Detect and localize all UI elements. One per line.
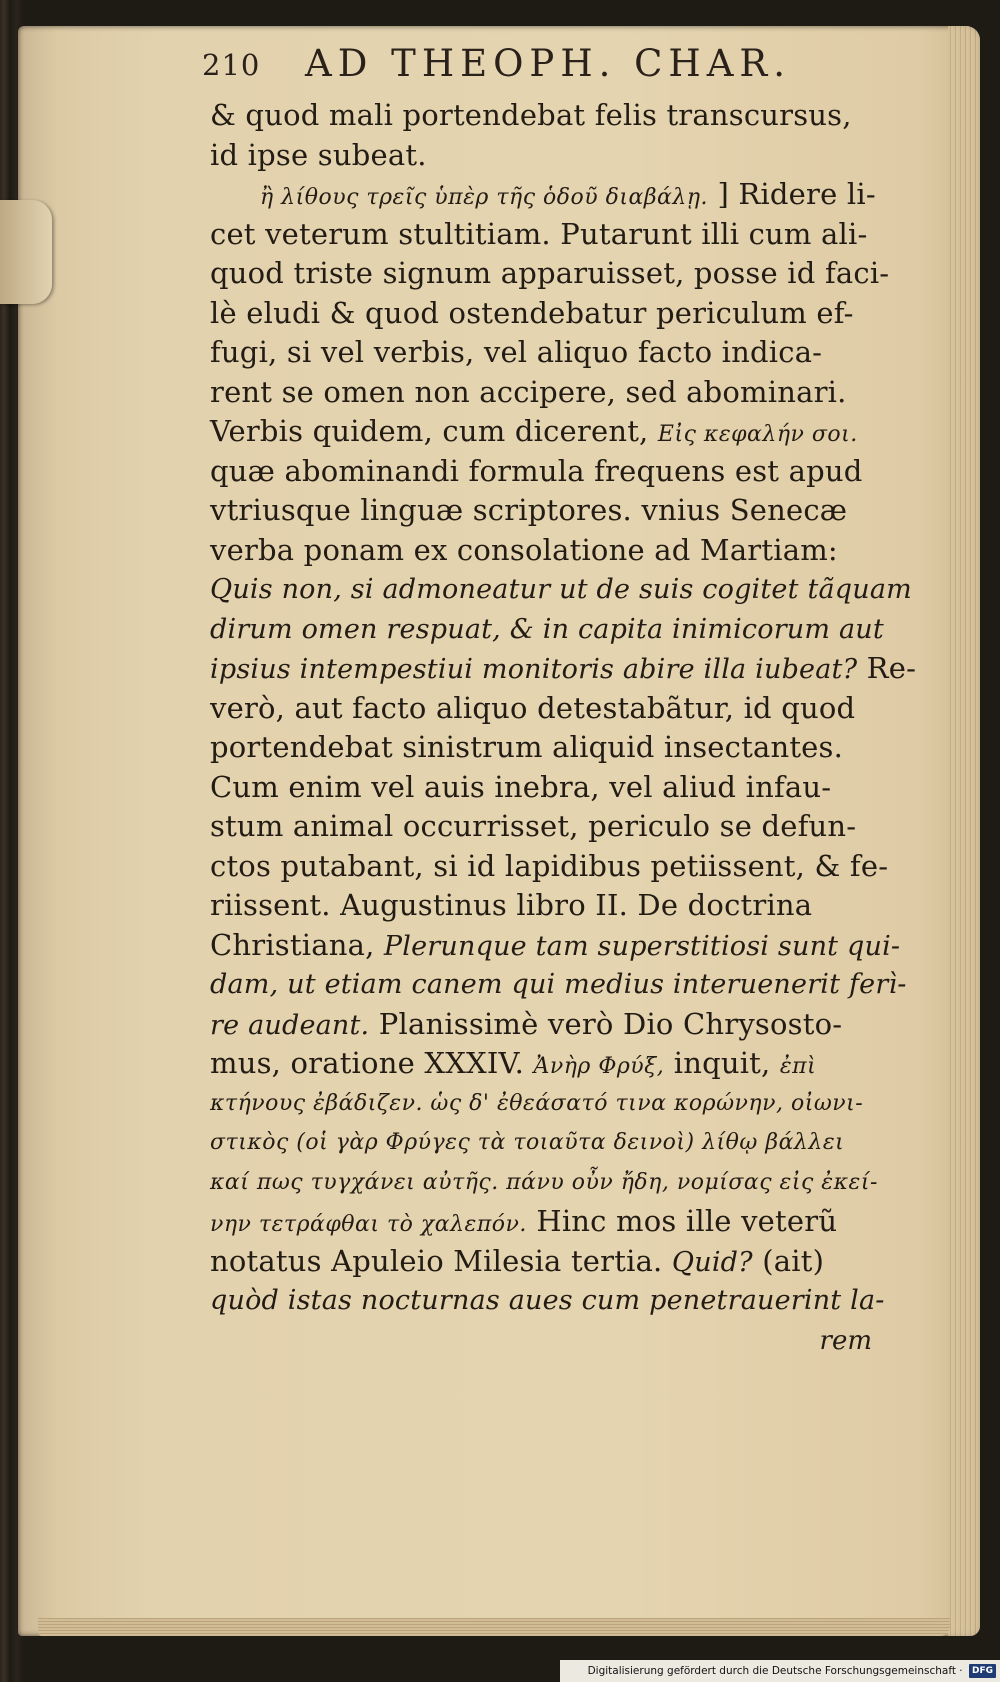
text-line <box>210 649 917 689</box>
augustine-quote: Plerunque tam superstitiosi sunt qui- <box>383 930 901 962</box>
text-fragment: ] Ridere li- <box>717 177 876 211</box>
page-bottom-edge <box>38 1618 950 1636</box>
greek-line: καί πως τυγχάνει αὐτῆς. πάνυ οὖν ἤδη, νομίσας εἰς ἐκεί- <box>210 1169 878 1195</box>
page-header <box>190 36 910 92</box>
text-line <box>210 1202 880 1242</box>
text-fragment: Planissimè verò Dio Chrysosto- <box>369 1006 843 1041</box>
text-line: quod triste signum apparuisset, posse id faci- <box>210 256 890 290</box>
text-fragment: Verbis quidem, cum dicerent, <box>210 414 649 448</box>
text-line: riissent. Augustinus libro II. De doctrina <box>210 888 813 922</box>
greek-phrase: ἐπὶ <box>779 1054 817 1079</box>
text-line: portendebat sinistrum aliquid insectantes. <box>210 730 844 764</box>
text-line: Cum enim vel auis inebra, vel aliud infau- <box>210 769 832 804</box>
text-line: verò, aut facto aliquo detestabãtur, id quod <box>210 690 856 725</box>
text-fragment: Re- <box>857 651 917 685</box>
greek-line: κτήνους ἐβάδιζεν. ὡς δ' ἐθεάσατό τινα κορώνην, οἰωνι- <box>210 1090 864 1116</box>
footer-credit: Digitalisierung gefördert durch die Deutsche Forschungsgemeinschaft · <box>587 1665 963 1677</box>
dfg-logo: DFG <box>969 1664 996 1678</box>
seneca-quote-line: dirum omen respuat, & in capita inimicorum aut <box>210 613 884 645</box>
text-line: ctos putabant, si id lapidibus petiissent, & fe- <box>210 848 889 883</box>
text-line: stum animal occurrisset, periculo se defun- <box>210 809 857 843</box>
text-fragment: Hinc mos ille veterũ <box>526 1204 838 1238</box>
seneca-quote-end: ipsius intempestiui monitoris abire illa iubeat? <box>210 654 858 685</box>
text-fragment: (ait) <box>752 1243 825 1278</box>
greek-line: στικὸς (οἱ γὰρ Φρύγες τὰ τοιαῦτα δεινοὶ) λίθῳ βάλλει <box>210 1130 845 1155</box>
text-line <box>210 175 880 215</box>
augustine-quote-line: dam, ut etiam canem qui medius interuenerit ferì- <box>210 969 907 1000</box>
greek-phrase: νην τετράφθαι τὸ χαλεπόν. <box>210 1212 527 1237</box>
text-line <box>210 1242 880 1282</box>
greek-phrase: Ἀνὴρ Φρύξ, <box>533 1054 665 1079</box>
text-line: cet veterum stultitiam. Putarunt illi cum ali- <box>210 216 868 251</box>
text-fragment: Christiana, <box>210 927 384 962</box>
apuleius-quote-start: Quid? <box>671 1246 753 1278</box>
folio-number: 210 <box>202 48 261 82</box>
text-line: fugi, si vel verbis, vel aliquo facto indica- <box>210 335 823 369</box>
text-fragment: notatus Apuleio Milesia tertia. <box>210 1243 672 1278</box>
text-line: quæ abominandi formula frequens est apud <box>210 453 863 488</box>
text-line <box>210 926 901 966</box>
text-line: id ipse subeat. <box>210 137 427 172</box>
text-line: vtriusque linguæ scriptores. vnius Senecæ <box>210 493 848 527</box>
text-line: rent se omen non accipere, sed abominari. <box>210 374 847 409</box>
text-line: & quod mali portendebat felis transcursus, <box>210 98 852 132</box>
text-line <box>210 1044 880 1084</box>
text-fragment: inquit, <box>664 1046 780 1080</box>
seneca-quote-line: Quis non, si admoneatur ut de suis cogitet tãquam <box>210 574 912 605</box>
digitization-footer <box>560 1660 1000 1682</box>
text-line <box>210 412 880 452</box>
body-text <box>210 96 917 1361</box>
text-line <box>210 1005 880 1045</box>
page-fore-edge <box>948 26 980 1636</box>
greek-phrase: Εἰς κεφαλήν σοι. <box>657 422 858 447</box>
text-line: verba ponam ex consolatione ad Martiam: <box>210 532 838 567</box>
greek-lemma: ἢ λίθους τρεῖς ὑπὲρ τῆς ὁδοῦ διαβάλῃ. <box>260 185 709 210</box>
page-tab <box>0 200 52 304</box>
catchword: rem <box>819 1325 872 1356</box>
apuleius-quote-line: quòd istas nocturnas aues cum penetrauerint la- <box>210 1285 885 1316</box>
running-head: AD THEOPH. CHAR. <box>305 42 792 85</box>
augustine-quote-end: re audeant. <box>210 1009 370 1041</box>
text-line: lè eludi & quod ostendebatur periculum ef- <box>210 295 854 330</box>
text-fragment: mus, oratione XXXIV. <box>210 1046 525 1080</box>
